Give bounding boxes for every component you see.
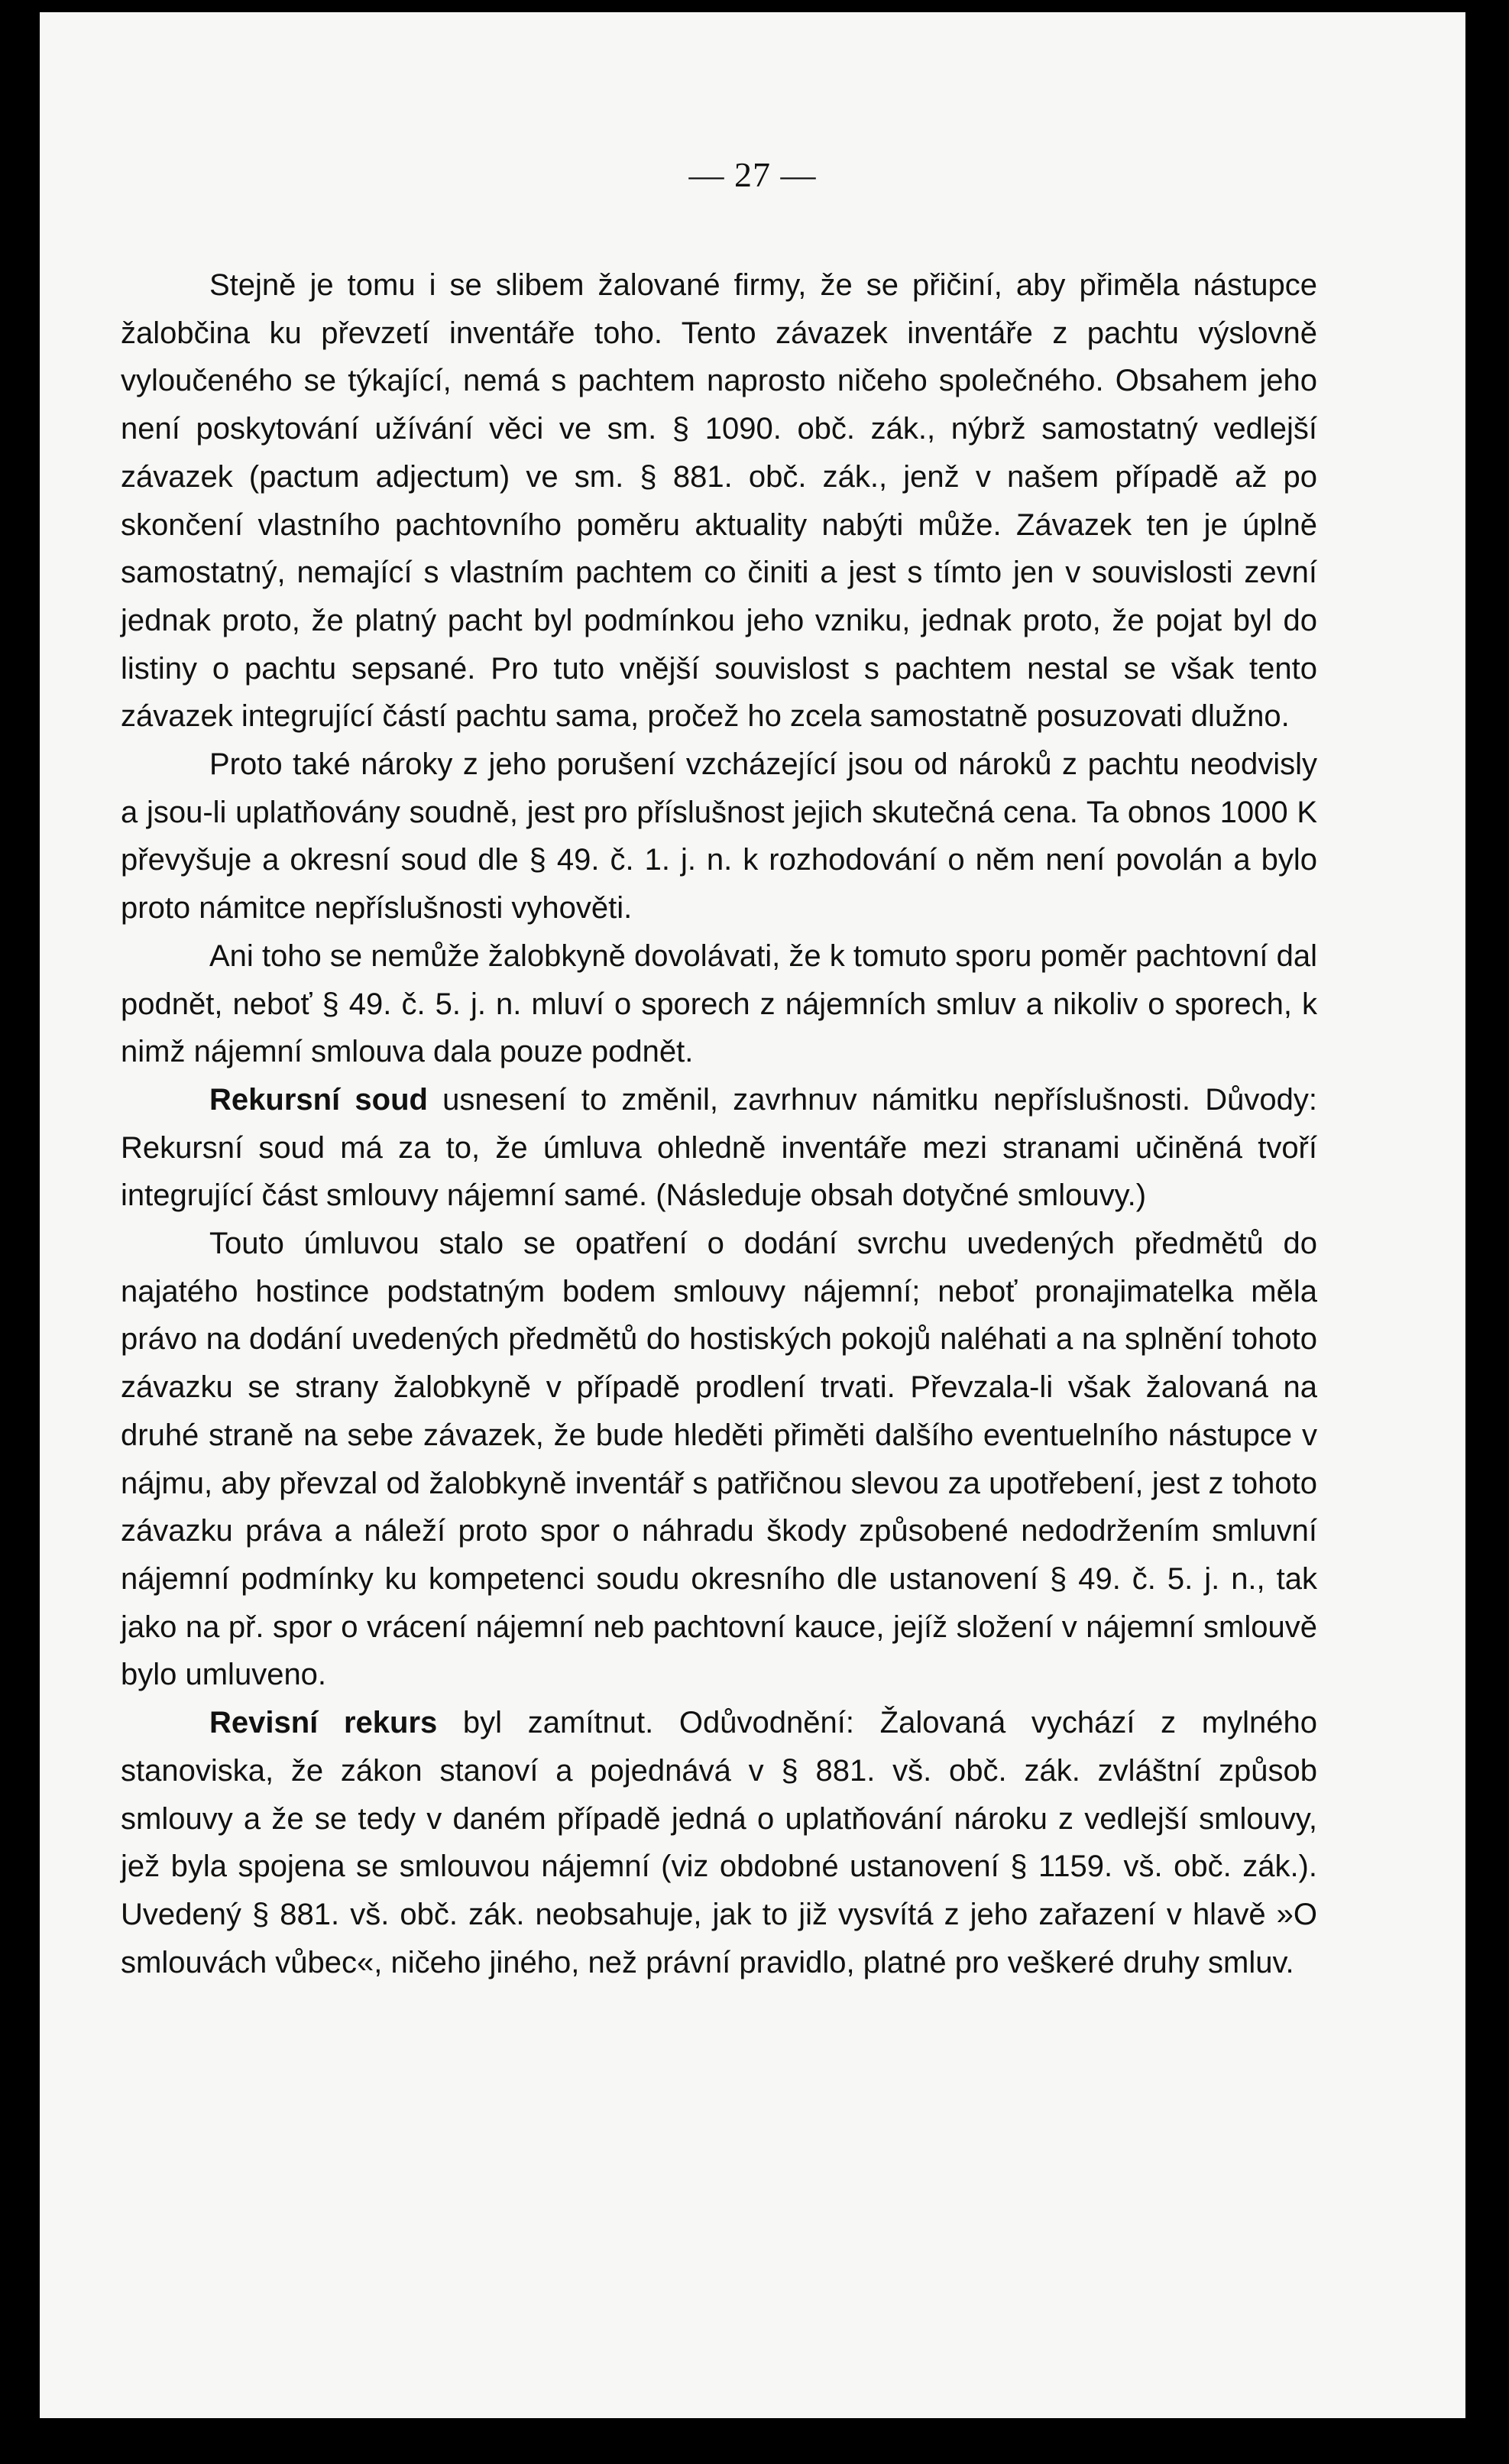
paragraph [121, 1220, 1317, 1699]
paragraph [121, 261, 1317, 741]
paragraph-text: byl zamítnut. Odůvodnění: Žalovaná vychází z mylného stanoviska, že zákon stanoví a pojednává v § 881. vš. obč. zák. zvláštní způsob smlouvy a že se tedy v daném případě jedná o uplatňování nároku z vedlejší smlouvy, jež byla spojena se smlouvou nájemní (viz obdobné ustanovení § 1159. vš. obč. zák.). Uvedený § 881. vš. obč. zák. neobsahuje, jak to již vysvítá z jeho zařazení v hlavě »O smlouvách vůbec«, ničeho jiného, než právní pravidlo, platné pro veškeré druhy smluv. [121, 1706, 1317, 1979]
paragraph [121, 1076, 1317, 1220]
page-number: — 27 — [688, 155, 817, 194]
paragraph [121, 741, 1317, 932]
paragraph-lead: Revisní rekurs [209, 1706, 438, 1740]
paragraph [121, 932, 1317, 1076]
paragraph [121, 1699, 1317, 1986]
paragraph-text: Touto úmluvou stalo se opatření o dodání svrchu uvedených předmětů do najatého hostince podstatným bodem smlouvy nájemní; neboť pronajimatelka měla právo na dodání uvedených předmětů do hostiských pokojů naléhati a na splnění tohoto závazku se strany žalobkyně v případě prodlení trvati. Převzala-li však žalovaná na druhé straně na sebe závazek, že bude hleděti přiměti dalšího eventuelního nástupce v nájmu, aby převzal od žalobkyně inventář s patřičnou slevou za upotřebení, jest z tohoto závazku práva a náleží proto spor o náhradu škody způsobené nedodržením smluvní nájemní podmínky ku kompetenci soudu okresního dle ustanovení § 49. č. 5. j. n., tak jako na př. spor o vrácení nájemní neb pachtovní kauce, jejíž složení v nájemní smlouvě bylo umluveno. [121, 1227, 1317, 1692]
paragraph-text: Proto také nároky z jeho porušení vzcházející jsou od nároků z pachtu neodvisly a jsou-li uplatňovány soudně, jest pro příslušnost jejich skutečná cena. Ta obnos 1000 K převyšuje a okresní soud dle § 49. č. 1. j. n. k rozhodování o něm není povolán a bylo proto námitce nepříslušnosti vyhověti. [121, 747, 1317, 926]
document-page [40, 12, 1465, 2418]
paragraph-lead: Rekursní soud [209, 1082, 428, 1117]
body-text [121, 261, 1317, 1986]
paragraph-text: usnesení to změnil, zavrhnuv námitku nepříslušnosti. Důvody: Rekursní soud má za to, že úmluva ohledně inventáře mezi stranami učiněná tvoří integrující část smlouvy nájemní samé. (Následuje obsah dotyčné smlouvy.) [121, 1082, 1317, 1213]
paragraph-text: Stejně je tomu i se slibem žalované firmy, že se přičiní, aby přiměla nástupce žalobčina ku převzetí inventáře toho. Tento závazek inventáře z pachtu výslovně vyloučeného se týkající, nemá s pachtem naprosto ničeho společného. Obsahem jeho není poskytování užívání věci ve sm. § 1090. obč. zák., nýbrž samostatný vedlejší závazek (pactum adjectum) ve sm. § 881. obč. zák., jenž v našem případě až po skončení vlastního pachtovního poměru aktuality nabýti může. Závazek ten je úplně samostatný, nemající s vlastním pachtem co činiti a jest s tímto jen v souvislosti zevní jednak proto, že platný pacht byl podmínkou jeho vzniku, jednak proto, že pojat byl do listiny o pachtu sepsané. Pro tuto vnější souvislost s pachtem nestal se však tento závazek integrující částí pachtu sama, pročež ho zcela samostatně posuzovati dlužno. [121, 268, 1317, 734]
paragraph-text: Ani toho se nemůže žalobkyně dovolávati, že k tomuto sporu poměr pachtovní dal podnět, neboť § 49. č. 5. j. n. mluví o sporech z nájemních smluv a nikoliv o sporech, k nimž nájemní smlouva dala pouze podnět. [121, 939, 1317, 1069]
